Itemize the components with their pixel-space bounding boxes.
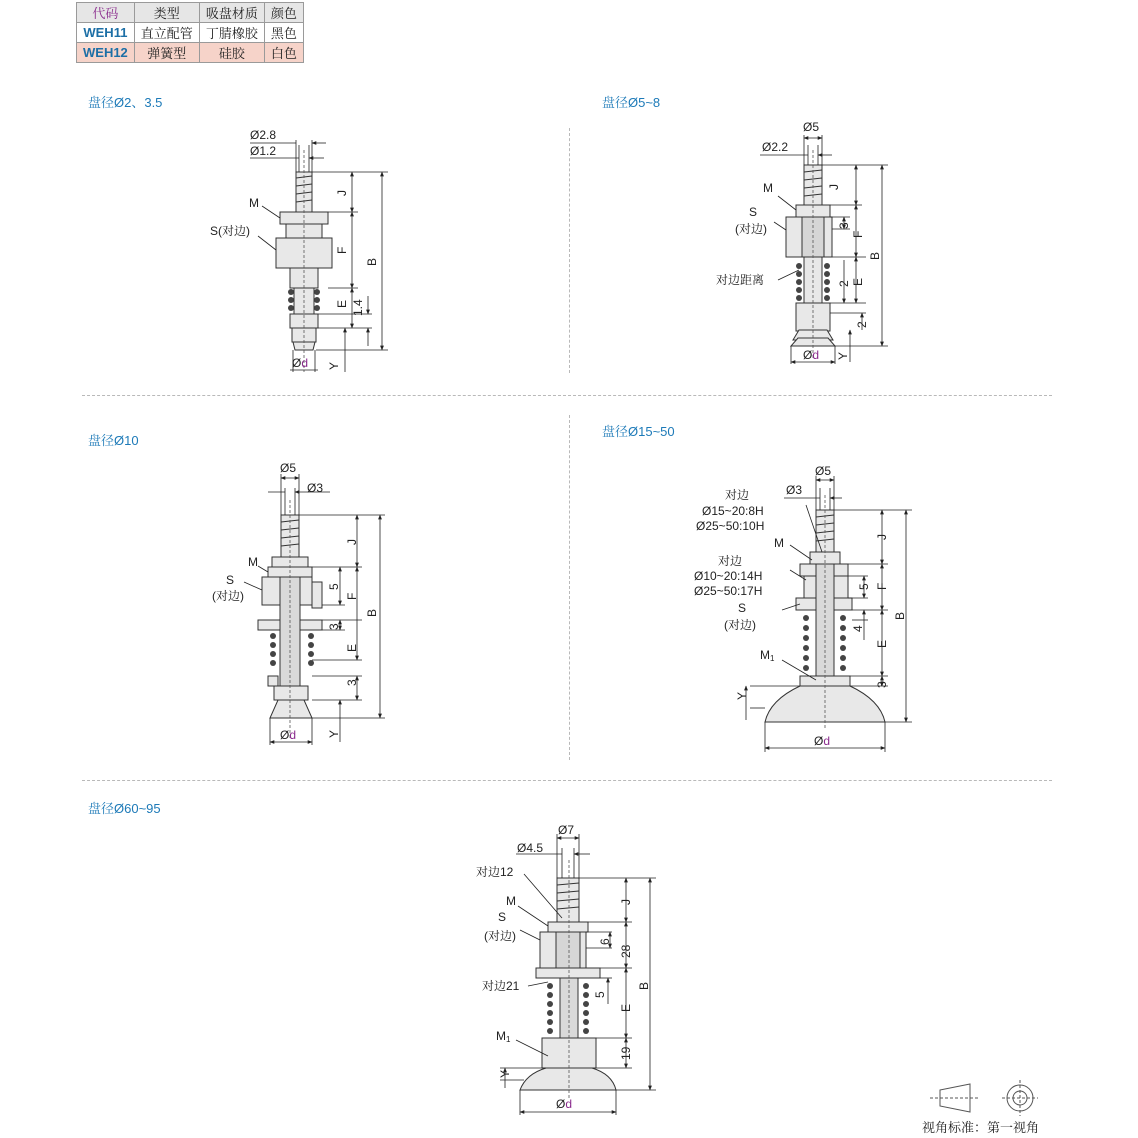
row1-color: 黑色 — [264, 23, 303, 43]
dim-e: E — [619, 1003, 633, 1012]
label-flat2a: Ø10~20:14H — [694, 569, 763, 583]
header-code: 代码 — [77, 3, 135, 23]
dim-e: E — [345, 643, 359, 652]
dim-y: Y — [498, 1069, 512, 1078]
suction-cup — [520, 1068, 616, 1090]
dim-3b: 3 — [345, 679, 359, 686]
dim-2a: 2 — [837, 280, 851, 287]
label-s-flats: (对边) — [724, 618, 756, 632]
dim-e: E — [335, 299, 349, 308]
dim-od — [803, 348, 819, 362]
row2-color: 白色 — [264, 43, 303, 63]
dim-2b: 2 — [855, 321, 869, 328]
hex-s — [312, 582, 322, 608]
dim-5: 5 — [327, 583, 341, 590]
dim-y: Y — [836, 351, 850, 360]
dim-e: E — [875, 639, 889, 648]
section-title-d5: 盘径Ø5~8 — [602, 95, 661, 110]
dim-dia-inner: Ø4.5 — [517, 841, 544, 855]
section-title-d2: 盘径Ø2、3.5 — [88, 95, 163, 110]
header-color: 颜色 — [264, 3, 303, 23]
label-m1-main: M — [496, 1029, 506, 1043]
section-title-d15: 盘径Ø15~50 — [602, 424, 675, 439]
dim-b: B — [637, 981, 651, 990]
dim-f: F — [851, 230, 865, 238]
row1-code: WEH11 — [77, 23, 135, 43]
dim-dia-outer: Ø5 — [280, 461, 297, 475]
dim-od — [292, 356, 308, 370]
dim-od — [556, 1097, 572, 1111]
dim-e: E — [851, 277, 865, 286]
dim-od-symbol: Ø — [292, 356, 302, 370]
row2-type: 弹簧型 — [134, 43, 199, 63]
header-type: 类型 — [134, 3, 199, 23]
label-flat2: 对边 — [718, 554, 743, 568]
label-s: S — [738, 601, 747, 615]
dim-dia-inner: Ø2.2 — [762, 140, 789, 154]
dim-j: J — [619, 899, 633, 905]
label-m1-main: M — [760, 648, 770, 662]
drawing-d2 — [276, 150, 332, 372]
label-s-flats: (对边) — [484, 929, 516, 943]
label-m1-sub: 1 — [770, 654, 775, 663]
label-flat21: 对边21 — [482, 979, 520, 993]
label-m1-sub: 1 — [506, 1035, 511, 1044]
label-s: S(对边) — [210, 224, 250, 238]
section-title-d60: 盘径Ø60~95 — [88, 801, 161, 816]
dim-3a: 3 — [327, 623, 341, 630]
row2-code: WEH12 — [77, 43, 135, 63]
suction-cup — [270, 700, 312, 718]
dim-y: Y — [327, 361, 341, 370]
dim-j: J — [827, 184, 841, 190]
label-flat1: 对边 — [725, 488, 750, 502]
label-m: M — [506, 894, 516, 908]
dim-dia-outer: Ø7 — [558, 823, 575, 837]
dim-od-d: d — [565, 1097, 573, 1111]
label-s: S — [498, 910, 507, 924]
dim-od-symbol: Ø — [280, 728, 290, 742]
drawing-d5 — [786, 150, 835, 360]
label-s: S — [749, 205, 758, 219]
dim-28: 28 — [619, 944, 633, 958]
dim-od-d: d — [301, 356, 309, 370]
label-m: M — [763, 181, 773, 195]
dim-dia-inner: Ø3 — [786, 483, 803, 497]
row1-material: 丁腈橡胶 — [199, 23, 264, 43]
label-s-flats: (对边) — [735, 222, 767, 236]
label-flat1b: Ø25~50:10H — [696, 519, 765, 533]
drawing-d15 — [765, 495, 885, 730]
row1-type: 直立配管 — [134, 23, 199, 43]
dim-od-d: d — [812, 348, 820, 362]
label-m1 — [760, 648, 775, 663]
dim-5: 5 — [857, 583, 871, 590]
section-title-d10: 盘径Ø10 — [88, 433, 139, 448]
label-flat-distance: 对边距离 — [716, 273, 765, 287]
dim-od-symbol: Ø — [814, 734, 824, 748]
dim-f: F — [335, 246, 349, 254]
dim-19: 19 — [619, 1046, 633, 1060]
label-s: S — [226, 573, 235, 587]
dim-y: Y — [735, 691, 749, 700]
projection-symbol — [930, 1080, 1038, 1116]
label-s-flats: (对边) — [212, 589, 244, 603]
dim-od — [814, 734, 830, 748]
dim-od-symbol: Ø — [803, 348, 813, 362]
dim-4: 4 — [851, 625, 865, 632]
dim-od-d: d — [289, 728, 297, 742]
dim-dia-outer: Ø2.8 — [250, 128, 277, 142]
dim-dia-inner: Ø1.2 — [250, 144, 277, 158]
dim-dia-outer: Ø5 — [815, 464, 832, 478]
dim-b: B — [868, 251, 882, 260]
header-material: 吸盘材质 — [199, 3, 264, 23]
dim-j: J — [345, 539, 359, 545]
label-flat1a: Ø15~20:8H — [702, 504, 764, 518]
dim-f: F — [345, 592, 359, 600]
dim-od — [280, 728, 296, 742]
label-m: M — [249, 196, 259, 210]
dim-5: 5 — [593, 991, 607, 998]
dim-3: 3 — [837, 222, 851, 229]
label-flat12: 对边12 — [476, 865, 514, 879]
label-m: M — [248, 555, 258, 569]
dim-1-4: 1.4 — [351, 299, 365, 316]
dim-j: J — [335, 190, 349, 196]
drawing-d60 — [520, 860, 616, 1098]
dim-3: 3 — [875, 681, 889, 688]
label-m1 — [496, 1029, 511, 1044]
dim-dia-outer: Ø5 — [803, 120, 820, 134]
label-m: M — [774, 536, 784, 550]
dim-dia-inner: Ø3 — [307, 481, 324, 495]
dim-6: 6 — [598, 938, 612, 945]
dim-b: B — [893, 611, 907, 620]
dims-d10 — [244, 474, 385, 745]
dim-od-symbol: Ø — [556, 1097, 566, 1111]
drawing-d10 — [258, 500, 322, 740]
dim-od-d: d — [823, 734, 831, 748]
dim-b: B — [365, 257, 379, 266]
hex-s — [556, 932, 580, 968]
dim-j: J — [875, 534, 889, 540]
label-flat2b: Ø25~50:17H — [694, 584, 763, 598]
dim-f: F — [875, 582, 889, 590]
projection-label: 视角标准：第一视角 — [922, 1120, 1040, 1135]
row2-material: 硅胶 — [199, 43, 264, 63]
dim-y: Y — [327, 729, 341, 738]
dim-b: B — [365, 608, 379, 617]
